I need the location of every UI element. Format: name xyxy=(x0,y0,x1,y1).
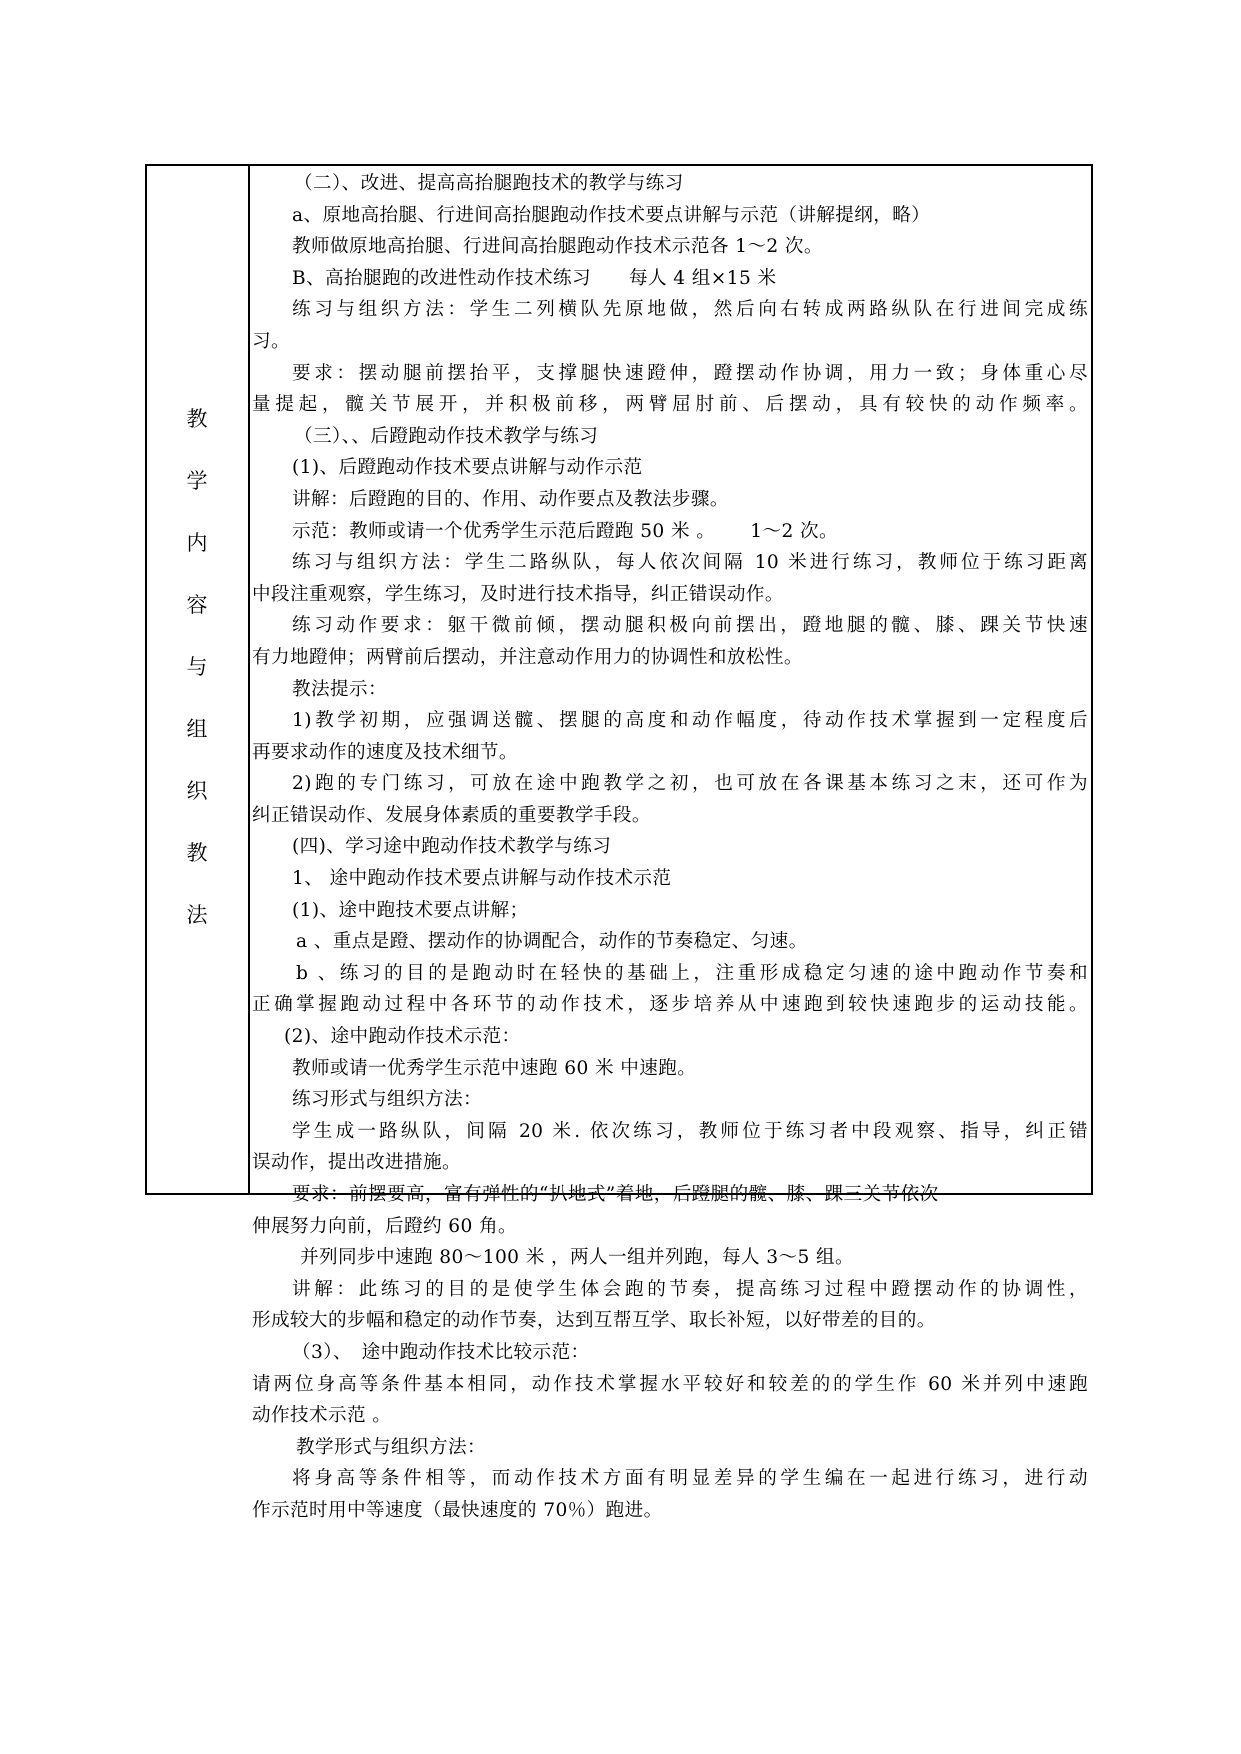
side-heading-char: 教 xyxy=(186,841,208,865)
text-line: a、原地高抬腿、行进间高抬腿跑动作技术要点讲解与示范（讲解提纲，略） xyxy=(292,204,931,226)
text-line: 练习与组织方法：学生二路纵队，每人依次间隔 10 米进行练习，教师位于练习距离 xyxy=(292,552,1088,574)
text-line: 并列同步中速跑 80～100 米 ，两人一组并列跑，每人 3～5 组。 xyxy=(300,1247,855,1269)
text-line: a 、重点是蹬、摆动作的协调配合，动作的节奏稳定、匀速。 xyxy=(296,931,808,953)
text-line: 请两位身高等条件基本相同，动作技术掌握水平较好和较差的的学生作 60 米并列中速跑 xyxy=(252,1373,1088,1395)
text-line: 要求：前摆要高，富有弹性的“扒地式”着地，后蹬腿的髋、膝、踝三关节依次 xyxy=(292,1184,939,1205)
text-line: 误动作，提出改进措施。 xyxy=(252,1152,461,1174)
text-line: 要求：摆动腿前摆抬平，支撑腿快速蹬伸，蹬摆动作协调，用力一致；身体重心尽 xyxy=(292,362,1088,384)
text-line: 量提起，髋关节展开，并积极前移，两臂屈肘前、后摆动，具有较快的动作频率。 xyxy=(252,394,1088,416)
text-line: 作示范时用中等速度（最快速度的 70％）跑进。 xyxy=(252,1499,663,1521)
side-heading xyxy=(147,388,247,946)
text-line: 习。 xyxy=(252,330,290,352)
table-content-cell xyxy=(252,168,1088,1527)
text-line: 教法提示： xyxy=(292,678,387,700)
side-heading-char: 学 xyxy=(186,469,208,493)
text-line: 1、 途中跑动作技术要点讲解与动作技术示范 xyxy=(292,868,672,890)
text-line: (2)、途中跑动作技术示范： xyxy=(284,1026,521,1048)
text-line: 学生成一路纵队，间隔 20 米. 依次练习，教师位于练习者中段观察、指导，纠正错 xyxy=(292,1120,1088,1142)
text-line: 练习形式与组织方法： xyxy=(292,1089,482,1111)
text-line: 动作技术示范 。 xyxy=(252,1405,392,1427)
text-line: 教师做原地高抬腿、行进间高抬腿跑动作技术示范各 1～2 次。 xyxy=(292,236,823,258)
text-line: （三）、、后蹬跑动作技术教学与练习 xyxy=(294,425,599,447)
column-divider xyxy=(248,164,250,1195)
side-heading-char: 与 xyxy=(186,655,208,679)
side-heading-char: 教 xyxy=(186,407,208,431)
text-line: 2)跑的专门练习，可放在途中跑教学之初，也可放在各课基本练习之末，还可作为 xyxy=(292,773,1088,795)
text-line: 伸展努力向前，后蹬约 60 角。 xyxy=(252,1215,518,1237)
text-line: 教师或请一优秀学生示范中速跑 60 米 中速跑。 xyxy=(292,1057,697,1079)
text-line: 将身高等条件相等，而动作技术方面有明显差异的学生编在一起进行练习，进行动 xyxy=(292,1468,1088,1490)
text-line: 正确掌握跑动过程中各环节的动作技术，逐步培养从中速跑到较快速跑步的运动技能。 xyxy=(252,994,1088,1016)
text-line: （3）、 途中跑动作技术比较示范： xyxy=(292,1341,590,1363)
side-heading-char: 法 xyxy=(186,903,208,927)
side-heading-char: 组 xyxy=(186,717,208,741)
text-line: (1)、后蹬跑动作技术要点讲解与动作示范 xyxy=(292,457,643,479)
text-line: B、高抬腿跑的改进性动作技术练习 每人 4 组×15 米 xyxy=(292,267,777,289)
text-line: (1)、途中跑技术要点讲解； xyxy=(292,899,529,921)
side-heading-char: 织 xyxy=(186,779,208,803)
text-line: 中段注重观察，学生练习，及时进行技术指导，纠正错误动作。 xyxy=(252,583,784,605)
text-line: 有力地蹬伸；两臂前后摆动，并注意动作用力的协调性和放松性。 xyxy=(252,646,803,668)
side-heading-char: 容 xyxy=(186,593,208,617)
text-line: 教学形式与组织方法： xyxy=(296,1436,486,1458)
side-heading-char: 内 xyxy=(186,531,208,555)
text-line: 练习动作要求：躯干微前倾，摆动腿积极向前摆出，蹬地腿的髋、膝、踝关节快速 xyxy=(292,615,1088,637)
text-line: 讲解：此练习的目的是使学生体会跑的节奏，提高练习过程中蹬摆动作的协调性， xyxy=(292,1278,1088,1300)
text-line: 讲解：后蹬跑的目的、作用、动作要点及教法步骤。 xyxy=(292,488,729,510)
text-line: （二）、改进、提高高抬腿跑技术的教学与练习 xyxy=(294,173,684,194)
text-line: 练习与组织方法：学生二列横队先原地做，然后向右转成两路纵队在行进间完成练 xyxy=(292,299,1088,321)
text-line: b 、练习的目的是跑动时在轻快的基础上，注重形成稳定匀速的途中跑动作节奏和 xyxy=(296,962,1088,984)
text-line: 1)教学初期，应强调送髋、摆腿的高度和动作幅度，待动作技术掌握到一定程度后 xyxy=(292,710,1088,732)
text-line: 示范：教师或请一个优秀学生示范后蹬跑 50 米 。 1～2 次。 xyxy=(292,520,839,542)
text-line: 纠正错误动作、发展身体素质的重要教学手段。 xyxy=(252,804,651,826)
text-line: (四)、学习途中跑动作技术教学与练习 xyxy=(292,836,612,858)
text-line: 形成较大的步幅和稳定的动作节奏，达到互帮互学、取长补短，以好带差的目的。 xyxy=(252,1310,936,1332)
text-line: 再要求动作的速度及技术细节。 xyxy=(252,741,518,763)
